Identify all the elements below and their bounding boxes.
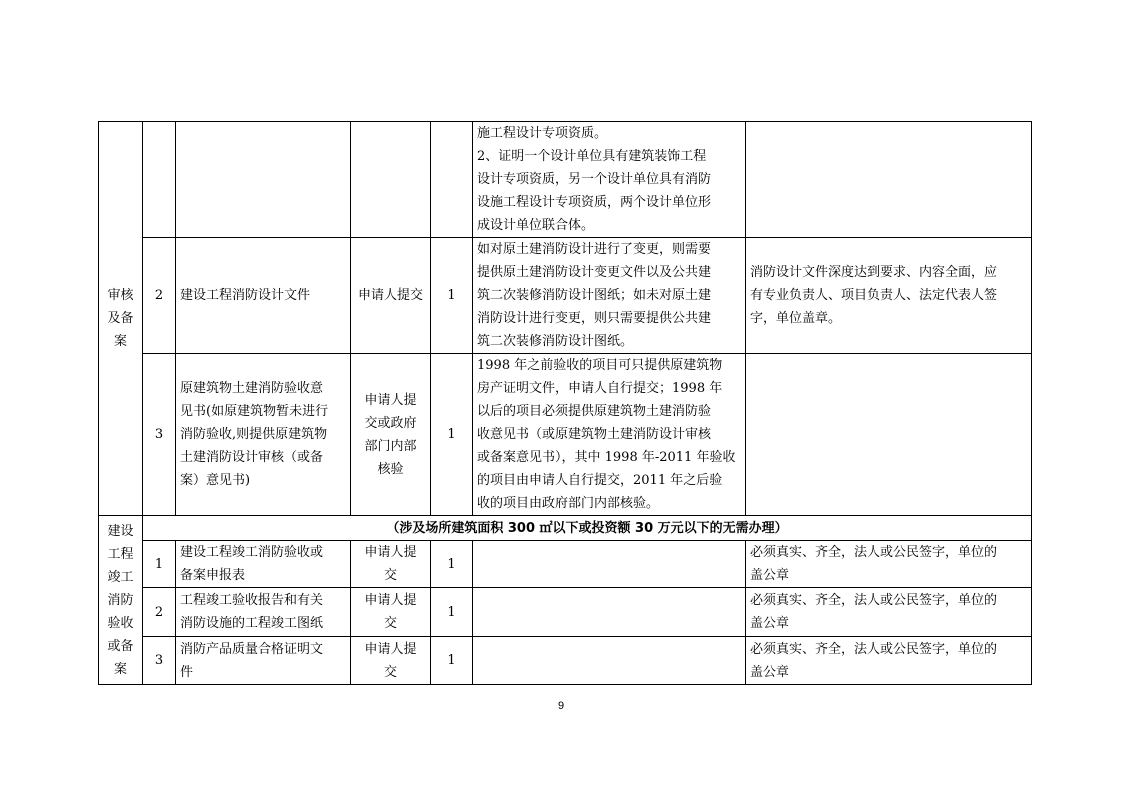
material-source (351, 354, 431, 516)
spec-line: 房产证明文件，申请人自行提交；1998 年 (477, 381, 723, 396)
row-number: 2 (143, 588, 176, 637)
spec-line: 1998 年之前验收的项目可只提供原建筑物 (477, 358, 723, 373)
name-line: 备案申报表 (180, 568, 246, 583)
table-row (99, 637, 1032, 685)
row-number (143, 122, 176, 238)
material-spec (473, 122, 746, 238)
source-line: 申请人提 (364, 641, 417, 657)
source-line: 申请人提 (364, 593, 417, 608)
source-line: 部门内部 (364, 438, 417, 454)
category-cell-review-filing: 审核及备案 (99, 122, 143, 516)
source-line: 申请人提 (364, 392, 417, 408)
material-spec (473, 238, 746, 354)
spec-line: 收意见书（或原建筑物土建消防设计审核 (477, 427, 712, 442)
material-name (176, 637, 351, 685)
row-number: 3 (143, 354, 176, 516)
material-spec (473, 541, 746, 588)
requirement-line: 必须真实、齐全，法人或公民签字，单位的 (750, 545, 998, 560)
spec-line: 筑二次装修消防设计图纸。 (477, 334, 634, 349)
source-line: 交或政府 (364, 415, 417, 431)
copy-count: 1 (431, 541, 473, 588)
material-name: 建设工程消防设计文件 (176, 238, 351, 354)
spec-line: 施工程设计专项资质。 (477, 126, 608, 141)
material-source: 申请人提交 (351, 238, 431, 354)
table-row (99, 588, 1032, 637)
source-line: 交 (383, 616, 397, 631)
material-source (351, 122, 431, 238)
spec-line: 以后的项目必须提供原建筑物土建消防验 (477, 404, 712, 419)
name-line: 消防产品质量合格证明文 (180, 641, 324, 657)
table-row (99, 354, 1032, 516)
name-line: 消防设施的工程竣工图纸 (180, 616, 324, 631)
requirement-line: 盖公章 (750, 568, 790, 583)
source-line: 交 (383, 568, 397, 583)
spec-line: 消防设计进行变更，则只需要提供公共建 (477, 311, 712, 326)
material-name (176, 354, 351, 516)
name-line: 原建筑物土建消防验收意 (180, 381, 324, 396)
requirement-line: 有专业负责人、项目负责人、法定代表人签 (750, 288, 998, 303)
name-line: 案）意见书) (180, 473, 251, 488)
requirement-line: 盖公章 (750, 664, 790, 680)
requirement-line: 必须真实、齐全，法人或公民签字，单位的 (750, 593, 998, 608)
requirements-table (98, 121, 1032, 685)
material-name (176, 541, 351, 588)
row-number: 3 (143, 637, 176, 685)
name-line: 工程竣工验收报告和有关 (180, 593, 324, 608)
material-requirement (746, 354, 1032, 516)
name-line: 建设工程竣工消防验收或 (180, 545, 324, 560)
material-requirement (746, 541, 1032, 588)
material-spec (473, 354, 746, 516)
spec-line: 提供原土建消防设计变更文件以及公共建 (477, 265, 712, 280)
copy-count (431, 122, 473, 238)
spec-line: 设计专项资质，另一个设计单位具有消防 (477, 172, 712, 187)
name-line: 见书(如原建筑物暂未进行 (180, 404, 329, 419)
spec-line: 设施工程设计专项资质，两个设计单位形 (477, 195, 712, 210)
material-spec (473, 588, 746, 637)
spec-line: 的项目由申请人自行提交，2011 年之后验 (477, 473, 723, 488)
copy-count: 1 (431, 354, 473, 516)
material-source (351, 588, 431, 637)
spec-line: 收的项目由政府部门内部核验。 (477, 496, 660, 511)
copy-count: 1 (431, 238, 473, 354)
table-row (99, 238, 1032, 354)
requirement-line: 盖公章 (750, 616, 790, 631)
material-source (351, 637, 431, 685)
material-name (176, 588, 351, 637)
material-requirement (746, 122, 1032, 238)
name-line: 消防验收,则提供原建筑物 (180, 427, 328, 442)
requirement-line: 必须真实、齐全，法人或公民签字，单位的 (750, 641, 998, 657)
source-line: 核验 (377, 461, 404, 477)
table-row (99, 541, 1032, 588)
copy-count: 1 (431, 588, 473, 637)
page-number: 9 (557, 700, 565, 712)
material-requirement (746, 238, 1032, 354)
material-requirement (746, 637, 1032, 685)
name-line: 土建消防设计审核（或备 (180, 450, 324, 465)
material-spec (473, 637, 746, 685)
source-line: 交 (383, 664, 397, 680)
spec-line: 或备案意见书），其中 1998 年-2011 年验收 (477, 450, 736, 465)
requirement-line: 字，单位盖章。 (750, 311, 842, 326)
category-cell-completion-acceptance: 建设工程竣工消防验收或备案 (99, 516, 143, 685)
exemption-notice: （涉及场所建筑面积 300 ㎡以下或投资额 30 万元以下的无需办理） (143, 516, 1032, 541)
row-number: 2 (143, 238, 176, 354)
table-row (99, 516, 1032, 541)
table-row (99, 122, 1032, 238)
name-line: 件 (180, 664, 194, 680)
copy-count: 1 (431, 637, 473, 685)
spec-line: 筑二次装修消防设计图纸；如未对原土建 (477, 288, 712, 303)
material-name (176, 122, 351, 238)
spec-line: 2、证明一个设计单位具有建筑装饰工程 (477, 149, 707, 164)
source-line: 申请人提 (364, 545, 417, 560)
row-number: 1 (143, 541, 176, 588)
material-requirement (746, 588, 1032, 637)
material-source (351, 541, 431, 588)
spec-line: 如对原土建消防设计进行了变更，则需要 (477, 242, 712, 257)
requirement-line: 消防设计文件深度达到要求、内容全面，应 (750, 265, 998, 280)
spec-line: 成设计单位联合体。 (477, 218, 595, 233)
